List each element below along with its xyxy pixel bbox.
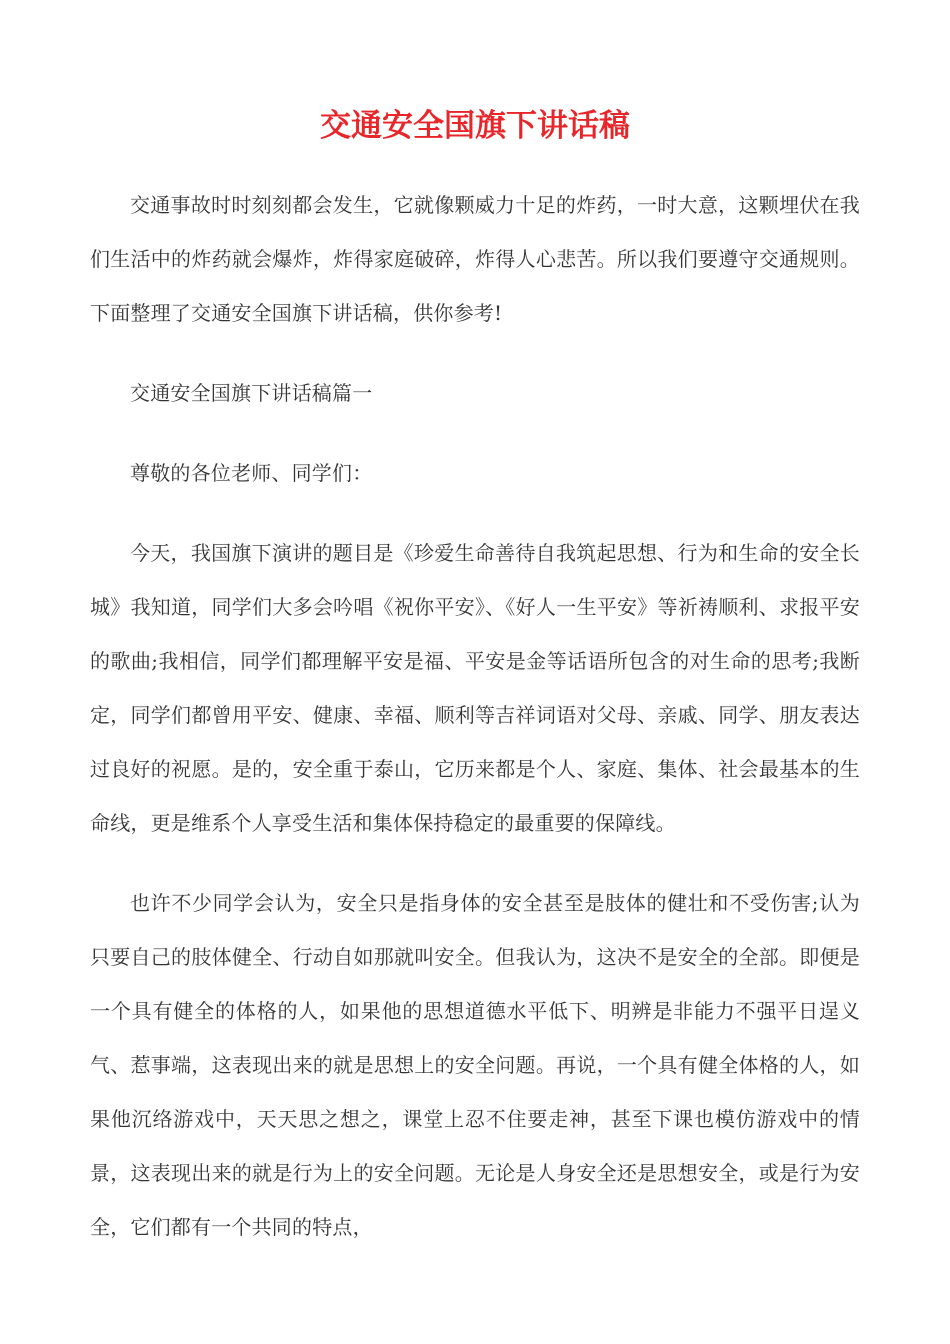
section-heading: 交通安全国旗下讲话稿篇一 [130, 381, 373, 405]
body-paragraph: 也许不少同学会认为，安全只是指身体的安全甚至是肢体的健壮和不受伤害;认为只要自己的肢体健全、行动自如那就叫安全。但我认为，这决不是安全的全部。即便是一个具有健全的体格的人，如果他的思想道德水平低下、明辨是非能力不强平日逞义气、惹事端，这表现出来的就是思想上的安全问题。再说，一个具有健全体格的人，如果他沉络游戏中，天天思之想之，课堂上忍不住要走神，甚至下课也模仿游戏中的情景，这表现出来的就是行为上的安全问题。无论是人身安全还是思想安全，或是行为安全，它们都有一个共同的特点， [90, 891, 860, 1239]
intro-paragraph: 交通事故时时刻刻都会发生，它就像颗威力十足的炸药，一时大意，这颗埋伏在我们生活中的炸药就会爆炸，炸得家庭破碎，炸得人心悲苦。所以我们要遵守交通规则。下面整理了交通安全国旗下讲话稿，供你参考! [90, 193, 860, 325]
body-paragraph: 今天，我国旗下演讲的题目是《珍爱生命善待自我筑起思想、行为和生命的安全长城》我知道，同学们大多会吟唱《祝你平安》、《好人一生平安》等祈祷顺利、求报平安的歌曲;我相信，同学们都理解平安是福、平安是金等话语所包含的对生命的思考;我断定，同学们都曾用平安、健康、幸福、顺利等吉祥词语对父母、亲戚、同学、朋友表达过良好的祝愿。是的，安全重于泰山，它历来都是个人、家庭、集体、社会最基本的生命线，更是维系个人享受生活和集体保持稳定的最重要的保障线。 [90, 541, 860, 835]
document-body [90, 178, 860, 1280]
salutation: 尊敬的各位老师、同学们： [130, 461, 373, 485]
document-title: 交通安全国旗下讲话稿 [320, 108, 630, 144]
